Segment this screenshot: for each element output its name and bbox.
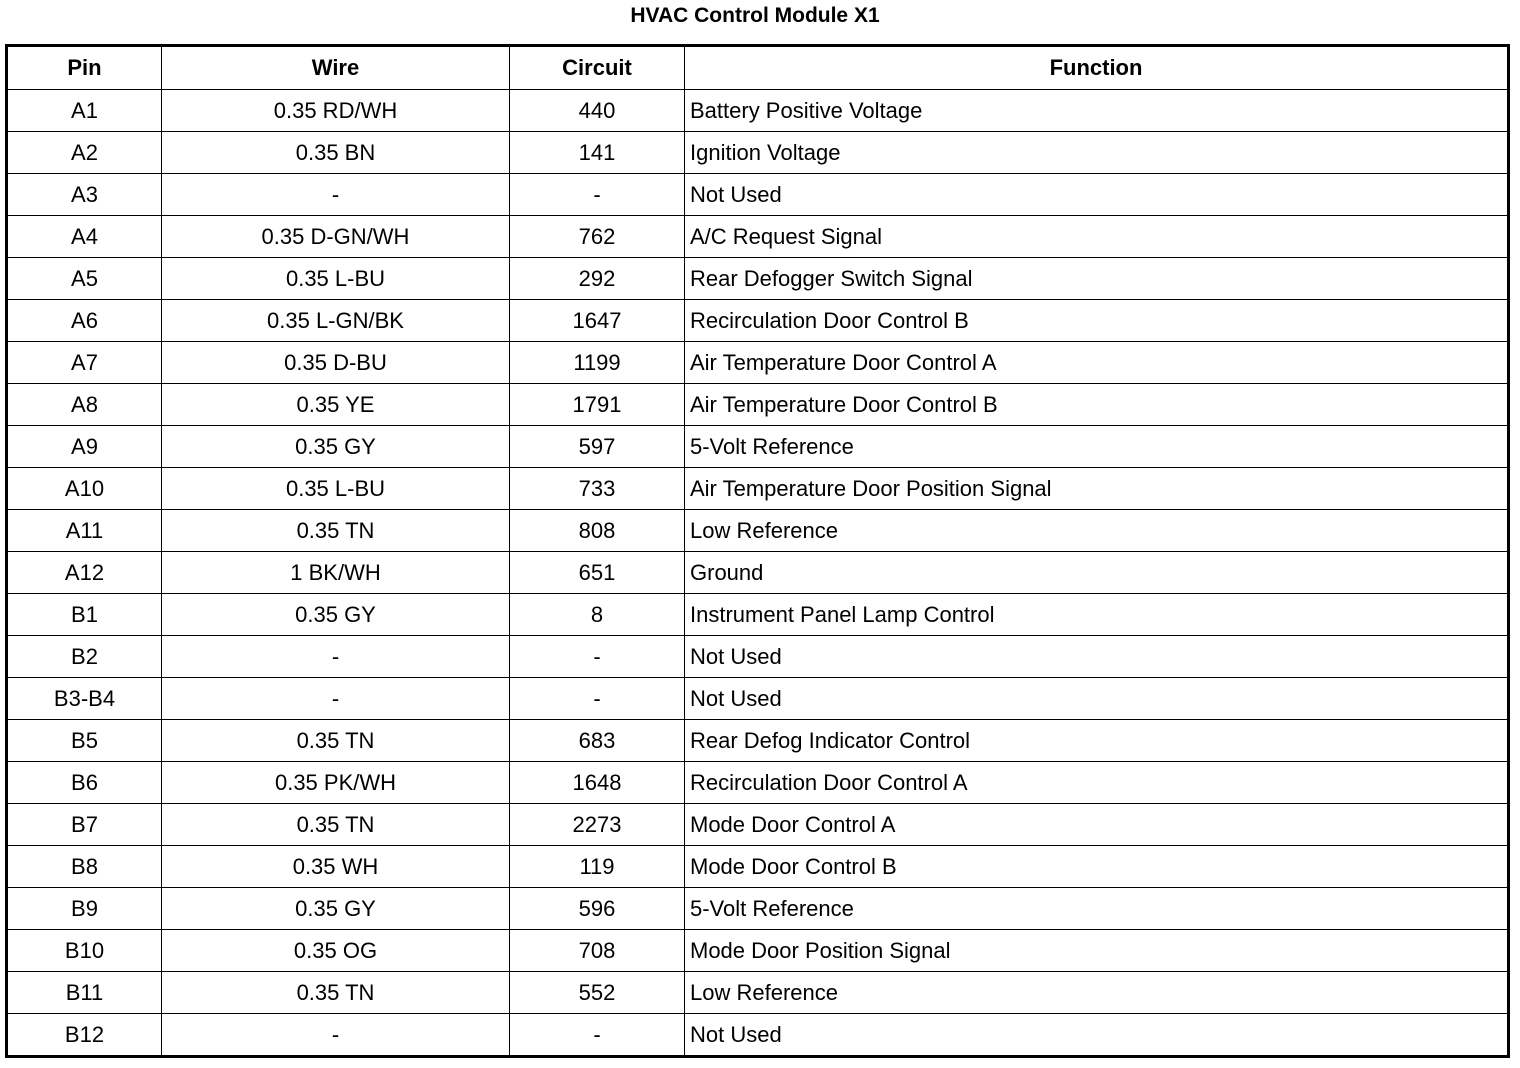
cell-function: 5-Volt Reference <box>685 426 1509 468</box>
cell-function: Low Reference <box>685 510 1509 552</box>
cell-wire: - <box>162 1014 510 1057</box>
cell-circuit: - <box>510 678 685 720</box>
cell-circuit: 733 <box>510 468 685 510</box>
cell-wire: 0.35 GY <box>162 888 510 930</box>
cell-pin: A2 <box>7 132 162 174</box>
cell-circuit: 596 <box>510 888 685 930</box>
cell-pin: A10 <box>7 468 162 510</box>
table-row <box>7 300 1509 342</box>
table-body <box>7 90 1509 1057</box>
table-row <box>7 930 1509 972</box>
cell-circuit: 1791 <box>510 384 685 426</box>
cell-pin: A3 <box>7 174 162 216</box>
cell-wire: 0.35 TN <box>162 510 510 552</box>
pinout-table <box>5 44 1510 1058</box>
cell-wire: 0.35 GY <box>162 426 510 468</box>
cell-wire: 0.35 TN <box>162 720 510 762</box>
cell-pin: B10 <box>7 930 162 972</box>
cell-function: Low Reference <box>685 972 1509 1014</box>
cell-wire: 0.35 OG <box>162 930 510 972</box>
cell-circuit: 2273 <box>510 804 685 846</box>
cell-function: Ground <box>685 552 1509 594</box>
table-row <box>7 90 1509 132</box>
cell-function: Not Used <box>685 174 1509 216</box>
cell-function: Rear Defog Indicator Control <box>685 720 1509 762</box>
table-row <box>7 426 1509 468</box>
cell-function: Not Used <box>685 678 1509 720</box>
cell-pin: B3-B4 <box>7 678 162 720</box>
cell-circuit: 119 <box>510 846 685 888</box>
cell-circuit: 762 <box>510 216 685 258</box>
cell-pin: B8 <box>7 846 162 888</box>
table-row <box>7 846 1509 888</box>
table-row <box>7 888 1509 930</box>
cell-pin: B6 <box>7 762 162 804</box>
cell-circuit: 141 <box>510 132 685 174</box>
table-row <box>7 258 1509 300</box>
cell-function: Mode Door Control B <box>685 846 1509 888</box>
cell-function: Air Temperature Door Control A <box>685 342 1509 384</box>
table-row <box>7 552 1509 594</box>
table-row <box>7 804 1509 846</box>
cell-wire: 0.35 WH <box>162 846 510 888</box>
cell-circuit: 1647 <box>510 300 685 342</box>
cell-function: Air Temperature Door Position Signal <box>685 468 1509 510</box>
cell-pin: B1 <box>7 594 162 636</box>
cell-wire: 0.35 D-GN/WH <box>162 216 510 258</box>
cell-wire: 0.35 BN <box>162 132 510 174</box>
cell-pin: B5 <box>7 720 162 762</box>
cell-circuit: - <box>510 636 685 678</box>
cell-wire: 0.35 L-GN/BK <box>162 300 510 342</box>
cell-function: Air Temperature Door Control B <box>685 384 1509 426</box>
cell-pin: B9 <box>7 888 162 930</box>
cell-pin: A8 <box>7 384 162 426</box>
cell-wire: - <box>162 174 510 216</box>
cell-circuit: - <box>510 1014 685 1057</box>
cell-function: Not Used <box>685 1014 1509 1057</box>
cell-wire: 0.35 RD/WH <box>162 90 510 132</box>
cell-circuit: 292 <box>510 258 685 300</box>
table-row <box>7 510 1509 552</box>
cell-pin: A12 <box>7 552 162 594</box>
header-row <box>7 46 1509 90</box>
cell-circuit: 1199 <box>510 342 685 384</box>
cell-function: Mode Door Position Signal <box>685 930 1509 972</box>
cell-function: 5-Volt Reference <box>685 888 1509 930</box>
table-row <box>7 132 1509 174</box>
table-row <box>7 678 1509 720</box>
cell-pin: A4 <box>7 216 162 258</box>
column-header-pin: Pin <box>7 46 162 90</box>
cell-function: Instrument Panel Lamp Control <box>685 594 1509 636</box>
table-header <box>7 46 1509 90</box>
cell-function: Battery Positive Voltage <box>685 90 1509 132</box>
cell-circuit: 708 <box>510 930 685 972</box>
column-header-wire: Wire <box>162 46 510 90</box>
cell-wire: 0.35 D-BU <box>162 342 510 384</box>
cell-wire: - <box>162 678 510 720</box>
cell-wire: 0.35 L-BU <box>162 258 510 300</box>
cell-wire: 0.35 TN <box>162 972 510 1014</box>
cell-circuit: 1648 <box>510 762 685 804</box>
column-header-function: Function <box>685 46 1509 90</box>
cell-function: Recirculation Door Control A <box>685 762 1509 804</box>
table-row <box>7 762 1509 804</box>
cell-circuit: 440 <box>510 90 685 132</box>
cell-pin: B11 <box>7 972 162 1014</box>
cell-pin: B2 <box>7 636 162 678</box>
cell-circuit: 8 <box>510 594 685 636</box>
cell-wire: 0.35 YE <box>162 384 510 426</box>
cell-pin: A7 <box>7 342 162 384</box>
cell-pin: B7 <box>7 804 162 846</box>
table-row <box>7 972 1509 1014</box>
column-header-circuit: Circuit <box>510 46 685 90</box>
cell-circuit: 683 <box>510 720 685 762</box>
table-row <box>7 468 1509 510</box>
cell-pin: A9 <box>7 426 162 468</box>
cell-circuit: 808 <box>510 510 685 552</box>
cell-wire: 0.35 L-BU <box>162 468 510 510</box>
cell-function: Not Used <box>685 636 1509 678</box>
table-row <box>7 594 1509 636</box>
cell-pin: A11 <box>7 510 162 552</box>
table-row <box>7 636 1509 678</box>
table-row <box>7 216 1509 258</box>
cell-circuit: 651 <box>510 552 685 594</box>
cell-function: A/C Request Signal <box>685 216 1509 258</box>
table-row <box>7 342 1509 384</box>
table-row <box>7 1014 1509 1057</box>
cell-pin: A5 <box>7 258 162 300</box>
cell-wire: - <box>162 636 510 678</box>
cell-circuit: 597 <box>510 426 685 468</box>
cell-wire: 0.35 GY <box>162 594 510 636</box>
cell-function: Mode Door Control A <box>685 804 1509 846</box>
cell-circuit: 552 <box>510 972 685 1014</box>
table-row <box>7 384 1509 426</box>
table-row <box>7 174 1509 216</box>
cell-pin: A6 <box>7 300 162 342</box>
cell-wire: 0.35 TN <box>162 804 510 846</box>
cell-function: Recirculation Door Control B <box>685 300 1509 342</box>
cell-pin: A1 <box>7 90 162 132</box>
page-title: HVAC Control Module X1 <box>630 4 880 27</box>
cell-function: Ignition Voltage <box>685 132 1509 174</box>
cell-wire: 0.35 PK/WH <box>162 762 510 804</box>
cell-pin: B12 <box>7 1014 162 1057</box>
cell-function: Rear Defogger Switch Signal <box>685 258 1509 300</box>
table-row <box>7 720 1509 762</box>
cell-wire: 1 BK/WH <box>162 552 510 594</box>
cell-circuit: - <box>510 174 685 216</box>
